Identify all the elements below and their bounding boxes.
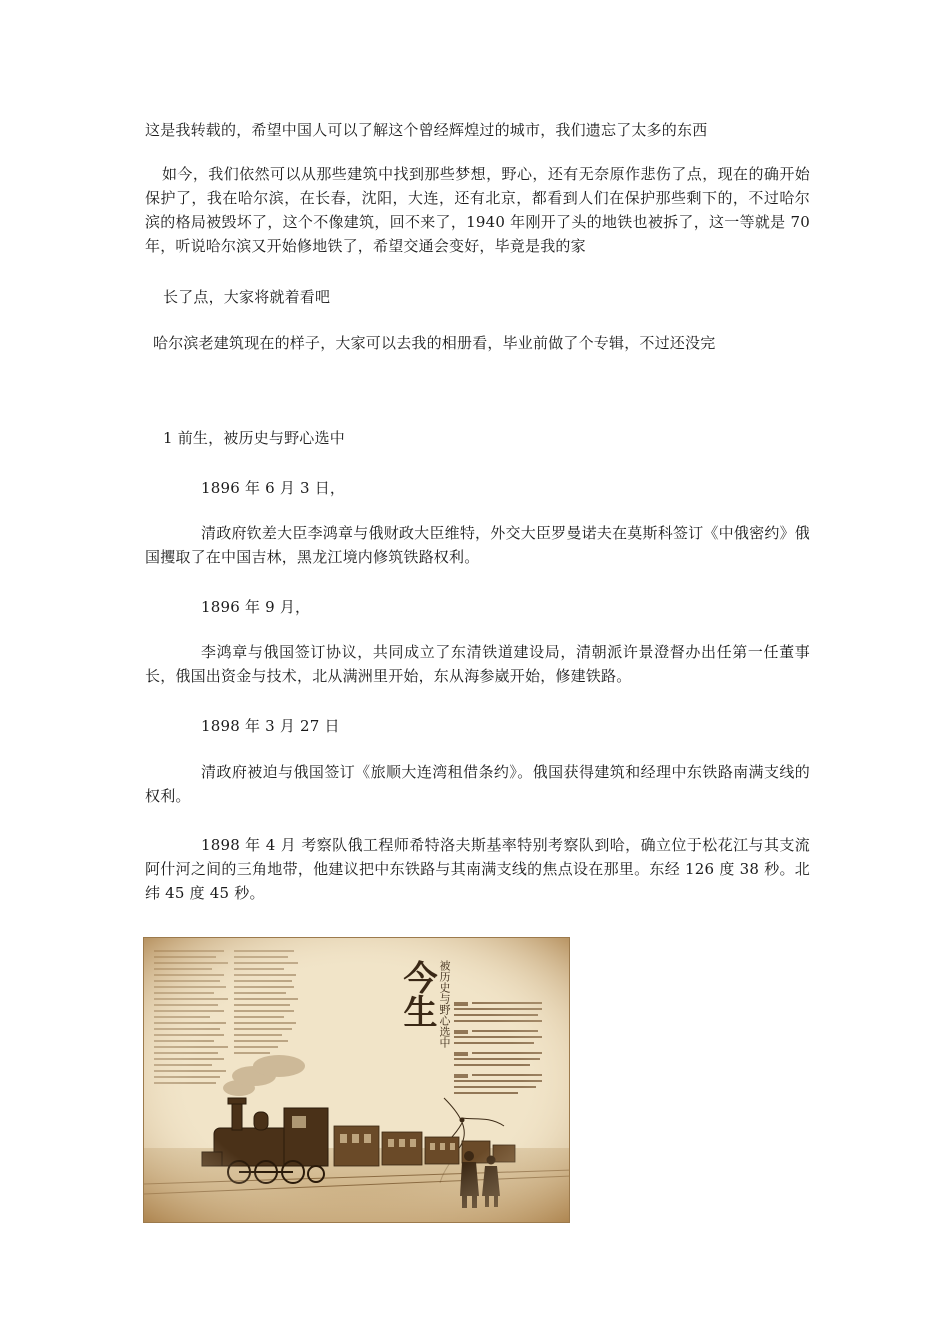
timeline-text: 清政府被迫与俄国签订《旅顺大连湾租借条约》。俄国获得建筑和经理中东铁路南满支线的权利。 (145, 763, 810, 805)
figure-title: 今生 (397, 960, 437, 1028)
section-heading: 1 前生，被历史与野心选中 (163, 429, 345, 447)
timeline-text: 李鸿章与俄国签订协议，共同成立了东清铁道建设局，清朝派许景澄督办出任第一任董事长，俄国出资金与技术，北从满洲里开始，东从海参崴开始，修建铁路。 (145, 643, 810, 685)
timeline-date: 1896 年 6 月 3 日， (201, 479, 346, 497)
sepia-train-illustration (143, 937, 570, 1223)
intro-paragraph: 如今，我们依然可以从那些建筑中找到那些梦想，野心，还有无奈原作悲伤了点，现在的确开始保护了，我在哈尔滨，在长春，沈阳，大连，还有北京，都看到人们在保护那些剩下的，不过哈尔滨的格局被毁坏了，这个不像建筑，回不来了，1940 年刚开了头的地铁也被拆了，这一等就是 70 年，听说哈尔滨又开始修地铁了，希望交通会变好，毕竟是我的家 (145, 165, 810, 255)
intro-line: 这是我转载的，希望中国人可以了解这个曾经辉煌过的城市，我们遗忘了太多的东西 (145, 121, 708, 139)
timeline-date: 1896 年 9 月， (201, 598, 311, 616)
intro-note: 长了点，大家将就着看吧 (163, 288, 331, 306)
timeline-date: 1898 年 3 月 27 日 (201, 717, 340, 735)
figure-subtitle: 被历史与野心选中 (438, 960, 451, 1048)
album-note: 哈尔滨老建筑现在的样子，大家可以去我的相册看，毕业前做了个专辑，不过还没完 (153, 334, 716, 352)
timeline-text: 清政府钦差大臣李鸿章与俄财政大臣维特，外交大臣罗曼诺夫在莫斯科签订《中俄密约》俄国攫取了在中国吉林，黑龙江境内修筑铁路权利。 (145, 524, 810, 566)
timeline-text: 1898 年 4 月 考察队俄工程师希特洛夫斯基率特别考察队到哈，确立位于松花江与其支流阿什河之间的三角地带，他建议把中东铁路与其南满支线的焦点设在那里。东经 126 度 38 秒。北纬 45 度 45 秒。 (145, 836, 810, 902)
